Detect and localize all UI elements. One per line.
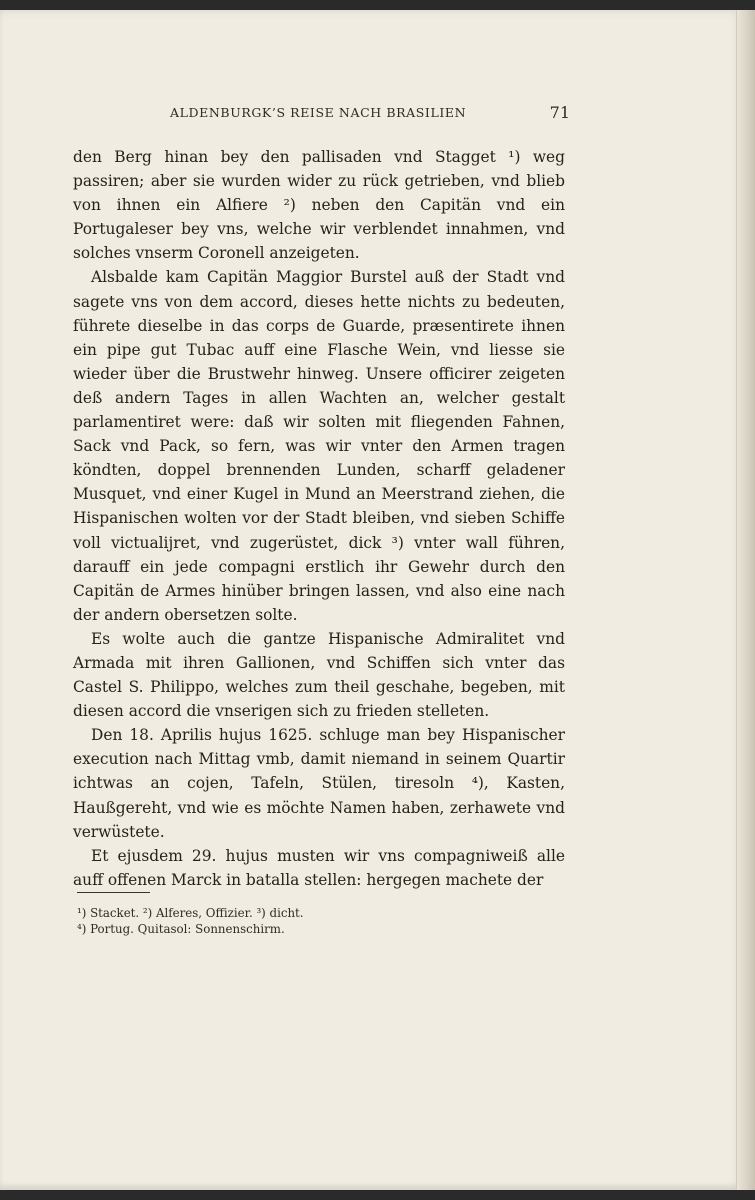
footnote-line: ¹) Stacket. ²) Alferes, Offizier. ³) dicht.: [77, 906, 304, 920]
page-header: [170, 103, 570, 127]
footnotes: [77, 905, 557, 937]
running-title: ALDENBURGK’S REISE NACH BRASILIEN: [170, 105, 467, 120]
paragraph: Alsbalde kam Capitän Maggior Burstel auß der Stadt vnd sagete vns von dem accord, dieses hette nichts zu bedeuten, führete dieselbe in das corps de Guarde, præsentirete ihnen ein pipe gut Tubac auff eine Flasche Wein, vnd liesse sie wieder über die Brustwehr hinweg. Unsere officirer zeigeten deß andern Tages in allen Wachten an, welcher gestalt parlamentiret were: daß wir solten mit fliegenden Fahnen, Sack vnd Pack, so fern, was wir vnter den Armen tragen köndten, doppel brennenden Lunden, scharff geladener Musquet, vnd einer Kugel in Mund an Meerstrand ziehen, die Hispanischen wolten vor der Stadt bleiben, vnd sieben Schiffe voll victualijret, vnd zugerüstet, dick ³) vnter wall führen, darauff ein jede compagni erstlich ihr Gewehr durch den Capitän de Armes hinüber bringen lassen, vnd also eine nach der andern obersetzen solte.: [73, 268, 565, 624]
paragraph: Es wolte auch die gantze Hispanische Admiralitet vnd Armada mit ihren Gallionen, vnd Schiffen sich vnter das Castel S. Philippo, welches zum theil geschahe, begeben, mit diesen accord die vnserigen sich zu frieden stelleten.: [73, 629, 565, 721]
paragraph: Den 18. Aprilis hujus 1625. schluge man bey Hispanischer execution nach Mittag vmb, damit niemand in seinem Quartir ichtwas an cojen, Tafeln, Stülen, tiresoln ⁴), Kasten, Haußgereht, vnd wie es möchte Namen haben, zerhawete vnd verwüstete.: [73, 726, 565, 841]
paragraph: Et ejusdem 29. hujus musten wir vns compagniweiß alle auff offenen Marck in batalla stellen: hergegen machete der: [73, 846, 565, 889]
footnote-line: ⁴) Portug. Quitasol: Sonnenschirm.: [77, 922, 285, 936]
page-number: 71: [549, 103, 570, 122]
page-edge: [736, 10, 755, 1190]
footnote-rule: [77, 892, 150, 893]
body-text: [73, 145, 565, 892]
paragraph: den Berg hinan bey den pallisaden vnd Stagget ¹) weg passiren; aber sie wurden wider zu rück getrieben, vnd blieb von ihnen ein Alfiere ²) neben den Capitän vnd ein Portugaleser bey vns, welche wir verblendet innahmen, vnd solches vnserm Coronell anzeigeten.: [73, 148, 565, 263]
